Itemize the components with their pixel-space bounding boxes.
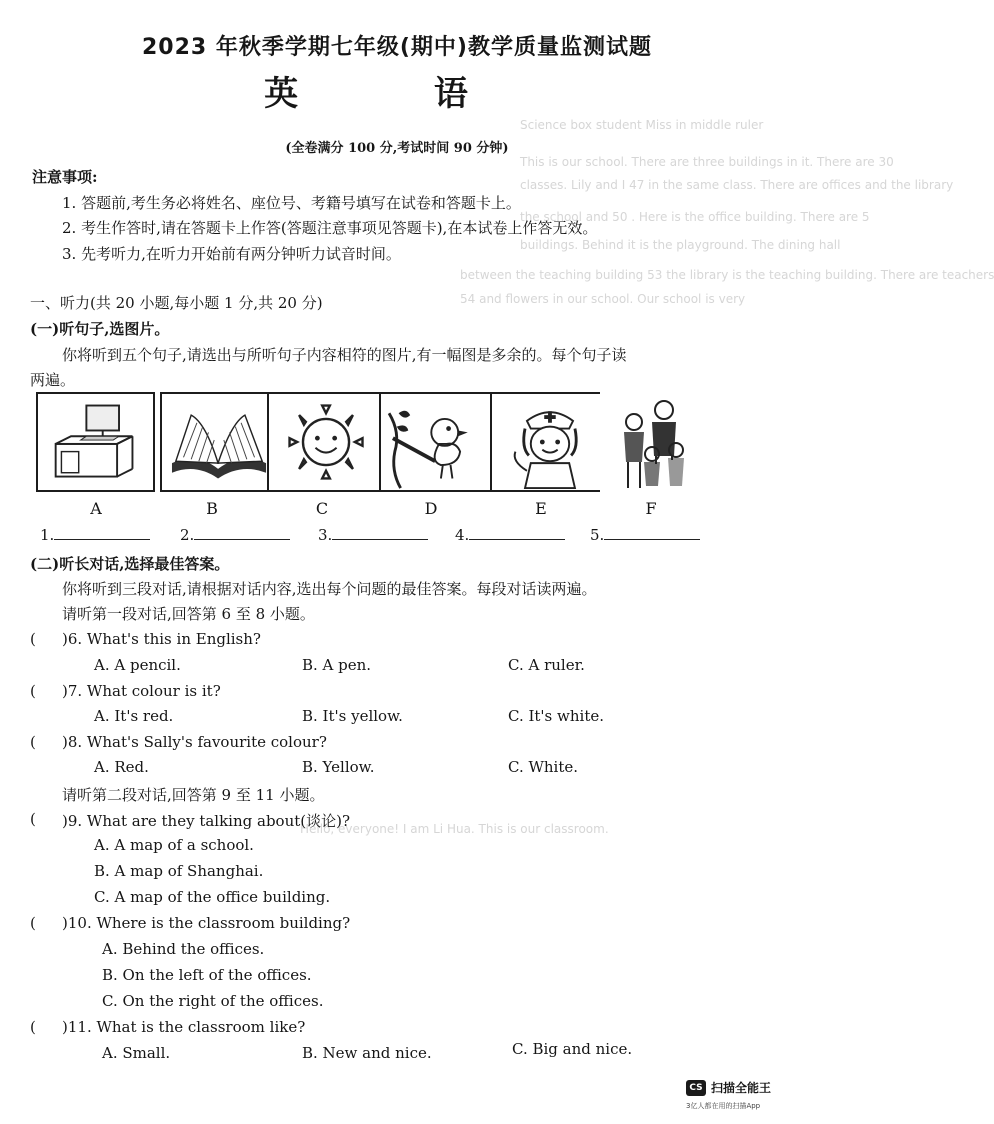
bleed-through-text: buildings. Behind it is the playground. The dining hall [520, 238, 841, 252]
option-b: B. A pen. [302, 656, 372, 674]
blank-line [332, 525, 428, 540]
open-book-icon [162, 394, 277, 490]
blank-number: 5. [590, 526, 605, 544]
picture-f [600, 392, 719, 492]
question-text: )8. What's Sally's favourite colour? [62, 733, 327, 751]
bleed-through-text: This is our school. There are three buildings in it. There are 30 [520, 155, 894, 169]
bird-tree-icon [381, 394, 496, 490]
option-c: C. On the right of the offices. [102, 992, 324, 1010]
bleed-through-text: between the teaching building 53 the library is the teaching building. There are teachers [460, 268, 994, 282]
question-text: )6. What's this in English? [62, 630, 261, 648]
option-c: C. A ruler. [508, 656, 585, 674]
blank-line [604, 525, 700, 540]
answer-paren[interactable]: ( [30, 682, 36, 700]
picture-b [160, 392, 279, 492]
nurse-icon [492, 394, 607, 490]
dialog-instruction: 请听第一段对话,回答第 6 至 8 小题。 [62, 605, 315, 623]
part-heading: (二)听长对话,选择最佳答案。 [30, 555, 230, 573]
blank-number: 4. [455, 526, 470, 544]
picture-label: A [90, 499, 102, 518]
bleed-through-text: 54 and flowers in our school. Our school is very [460, 292, 746, 306]
answer-blank[interactable] [40, 525, 150, 544]
picture-label: E [535, 499, 547, 518]
picture-label: F [645, 499, 657, 518]
picture-d [379, 392, 498, 492]
question-text: )10. Where is the classroom building? [62, 914, 351, 932]
picture-a [36, 392, 155, 492]
section-heading: 一、听力(共 20 小题,每小题 1 分,共 20 分) [30, 294, 323, 312]
bleed-through-text: the school and 50 . Here is the office building. There are 5 [520, 210, 870, 224]
picture-label: C [315, 499, 329, 518]
question-text: )7. What colour is it? [62, 682, 221, 700]
answer-paren[interactable]: ( [30, 810, 36, 828]
smiling-sun-icon [269, 394, 384, 490]
bleed-through-text: Science box student Miss in middle ruler [520, 118, 764, 132]
scanner-logo-icon: CS [686, 1080, 706, 1096]
option-a: A. It's red. [94, 707, 174, 725]
option-a: A. Small. [102, 1044, 171, 1062]
notice-heading: 注意事项: [32, 168, 98, 186]
answer-paren[interactable]: ( [30, 1018, 36, 1036]
question-text: )9. What are they talking about(谈论)? [62, 812, 351, 830]
answer-paren[interactable]: ( [30, 630, 36, 648]
question-text: )11. What is the classroom like? [62, 1018, 306, 1036]
scanner-logo-subtitle: 3亿人都在用的扫描App [686, 1102, 761, 1110]
part-instruction: 两遍。 [30, 371, 76, 389]
bleed-through-text: Hello, everyone! I am Li Hua. This is our classroom. [300, 822, 609, 836]
computer-desk-icon [38, 394, 153, 490]
notice-item: 3. 先考听力,在听力开始前有两分钟听力试音时间。 [62, 245, 401, 263]
option-b: B. On the left of the offices. [102, 966, 312, 984]
notice-item: 2. 考生作答时,请在答题卡上作答(答题注意事项见答题卡),在本试卷上作答无效。 [62, 219, 598, 237]
option-b: B. A map of Shanghai. [94, 862, 264, 880]
part-heading: (一)听句子,选图片。 [30, 320, 170, 338]
option-b: B. Yellow. [302, 758, 375, 776]
notice-item: 1. 答题前,考生务必将姓名、座位号、考籍号填写在试卷和答题卡上。 [62, 194, 521, 212]
option-c: C. Big and nice. [512, 1040, 633, 1058]
picture-c [267, 392, 386, 492]
option-b: B. New and nice. [302, 1044, 432, 1062]
blank-number: 1. [40, 526, 55, 544]
family-icon [600, 392, 719, 492]
picture-label: D [424, 499, 438, 518]
option-a: A. A map of a school. [94, 836, 254, 854]
blank-line [54, 525, 150, 540]
answer-blank[interactable] [590, 525, 700, 544]
answer-blank[interactable] [318, 525, 428, 544]
dialog-instruction: 请听第二段对话,回答第 9 至 11 小题。 [62, 786, 325, 804]
blank-line [469, 525, 565, 540]
answer-blank[interactable] [455, 525, 565, 544]
blank-line [194, 525, 290, 540]
option-c: C. It's white. [508, 707, 604, 725]
picture-label: B [206, 499, 218, 518]
option-a: A. Behind the offices. [102, 940, 265, 958]
subject-title: 英 语 [264, 74, 530, 114]
answer-paren[interactable]: ( [30, 914, 36, 932]
option-b: B. It's yellow. [302, 707, 403, 725]
scanner-logo-text: 扫描全能王 [711, 1081, 772, 1095]
option-c: C. A map of the office building. [94, 888, 331, 906]
answer-blank[interactable] [180, 525, 290, 544]
exam-note: (全卷满分 100 分,考试时间 90 分钟) [285, 141, 509, 156]
picture-e [490, 392, 609, 492]
answer-paren[interactable]: ( [30, 733, 36, 751]
part-instruction: 你将听到五个句子,请选出与所听句子内容相符的图片,有一幅图是多余的。每个句子读 [62, 346, 627, 364]
option-a: A. A pencil. [94, 656, 181, 674]
option-a: A. Red. [94, 758, 149, 776]
option-c: C. White. [508, 758, 579, 776]
bleed-through-text: classes. Lily and I 47 in the same class. There are offices and the library [520, 178, 954, 192]
exam-title: 2023 年秋季学期七年级(期中)教学质量监测试题 [141, 35, 652, 60]
part-instruction: 你将听到三段对话,请根据对话内容,选出每个问题的最佳答案。每段对话读两遍。 [62, 580, 597, 598]
blank-number: 2. [180, 526, 195, 544]
blank-number: 3. [318, 526, 333, 544]
